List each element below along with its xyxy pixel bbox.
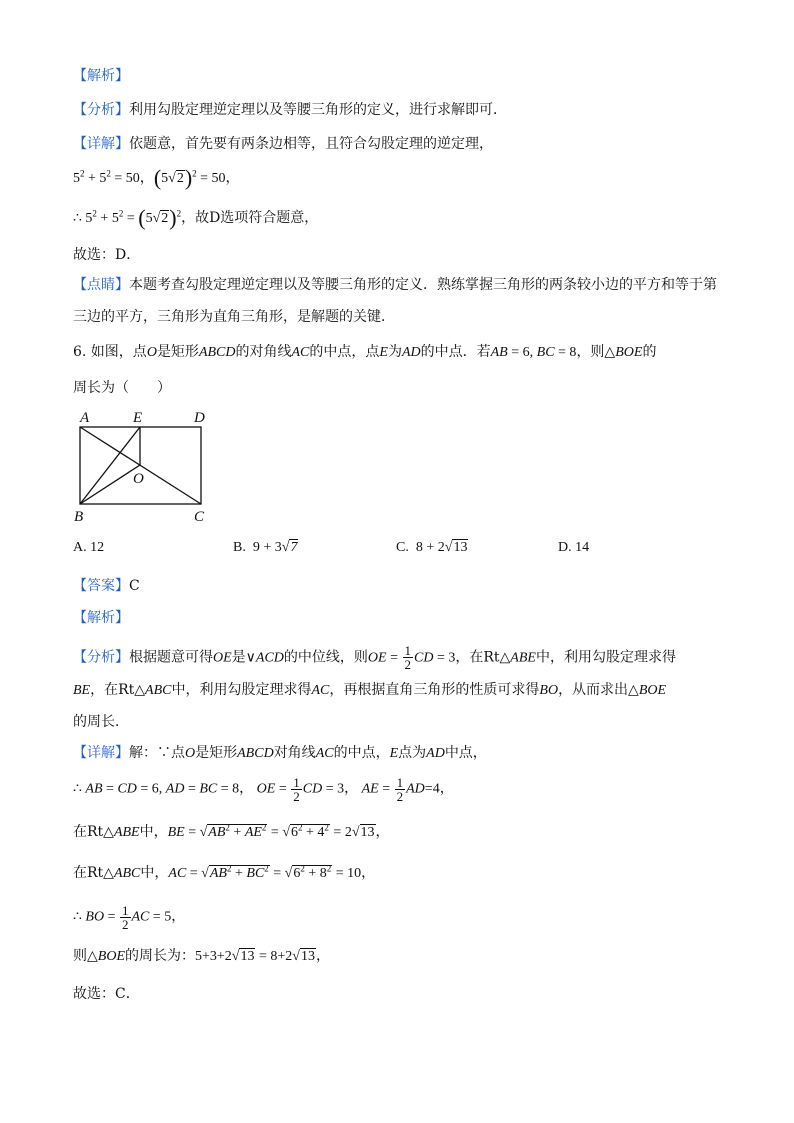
label-c: C — [194, 509, 205, 524]
label-o: O — [133, 471, 144, 487]
option-b: B. 9 + 3√7 — [233, 540, 298, 555]
jiexi-heading-2: 【解析】 — [73, 610, 129, 626]
choose-c: 故选：C． — [73, 986, 140, 1002]
answer-value: C — [129, 578, 140, 594]
choose-d: 故选：D． — [73, 247, 141, 263]
segment-bo — [80, 465, 140, 504]
comment-line-1: 【点睛】本题考查勾股定理逆定理以及等腰三角形的定义．熟练掌握三角形的两条较小边的平方和等于第 — [73, 277, 717, 293]
equation-2: ∴ $5^2 + 5^2 = (5√2)^2$，故D选项符合题意， — [73, 205, 319, 230]
analysis-2-line-2: BE，在Rt△ABC中，利用勾股定理求得AC，再根据直角三角形的性质可求得BO，从而求出△BOE — [73, 682, 667, 698]
label-d: D — [194, 410, 205, 426]
question-6-line-1: 6. 如图，点O是矩形ABCD的对角线AC的中点，点E为AD的中点．若AB = 6, BC = 8，则△BOE的 — [73, 344, 657, 360]
detail-2-line-1: 【详解】解：∵点O是矩形ABCD对角线AC的中点，E点为AD中点， — [73, 745, 487, 761]
label-e: E — [133, 410, 143, 426]
option-d: D. 14 — [558, 540, 590, 555]
analysis-2-line-3: 的周长． — [73, 714, 129, 730]
label-a: A — [80, 410, 90, 426]
jiexi-heading: 【解析】 — [73, 68, 129, 84]
equation-1: $5^2 + 5^2 = 50$，$(5√2)^2 = 50$， — [73, 165, 240, 190]
detail-2-line-4: 在Rt△ABC中，AC = $√AB^2 + BC^2 = √6^2 + 8^2 = 10$， — [73, 863, 376, 881]
detail-tag: 【详解】 — [73, 136, 129, 152]
option-c: C. 8 + 2√13 — [396, 540, 468, 555]
analysis-text: 利用勾股定理逆定理以及等腰三角形的定义，进行求解即可． — [129, 102, 507, 118]
comment-tag: 【点睛】 — [73, 277, 129, 293]
segment-be — [80, 427, 140, 504]
answer-line — [73, 576, 140, 596]
detail-2-line-3: 在Rt△ABE中，BE = $√AB^2 + AE^2 = √6^2 + 4^2 = 2√13$， — [73, 822, 390, 840]
rectangle-figure — [70, 406, 240, 524]
detail-line — [73, 134, 493, 154]
analysis-line — [73, 100, 507, 120]
detail-2-line-6: 则△BOE的周长为：5+3+2√13 = 8+2√13， — [73, 948, 330, 964]
detail-2-line-5: ∴ BO = $\frac{1}{2}$ AC = 5， — [73, 903, 186, 932]
detail-text: 依题意，首先要有两条边相等，且符合勾股定理的逆定理， — [129, 136, 493, 152]
answer-tag: 【答案】 — [73, 578, 129, 594]
comment-line-2: 三边的平方，三角形为直角三角形，是解题的关键． — [73, 309, 395, 325]
analysis-2-line-1: 【分析】根据题意可得OE是∨ACD的中位线，则OE = $\frac{1}{2}$ CD = 3，在Rt△ABE中，利用勾股定理求得 — [73, 643, 676, 672]
question-6-line-2: 周长为（ ） — [73, 380, 171, 396]
detail-2-line-2: ∴ AB = CD = 6, AD = BC = 8， OE = $\frac{1}{2}$ CD = 3， AE = $\frac{1}{2}$ AD=4， — [73, 775, 454, 804]
option-a: A. 12 — [73, 540, 105, 555]
analysis-tag: 【分析】 — [73, 102, 129, 118]
label-b: B — [74, 509, 84, 524]
